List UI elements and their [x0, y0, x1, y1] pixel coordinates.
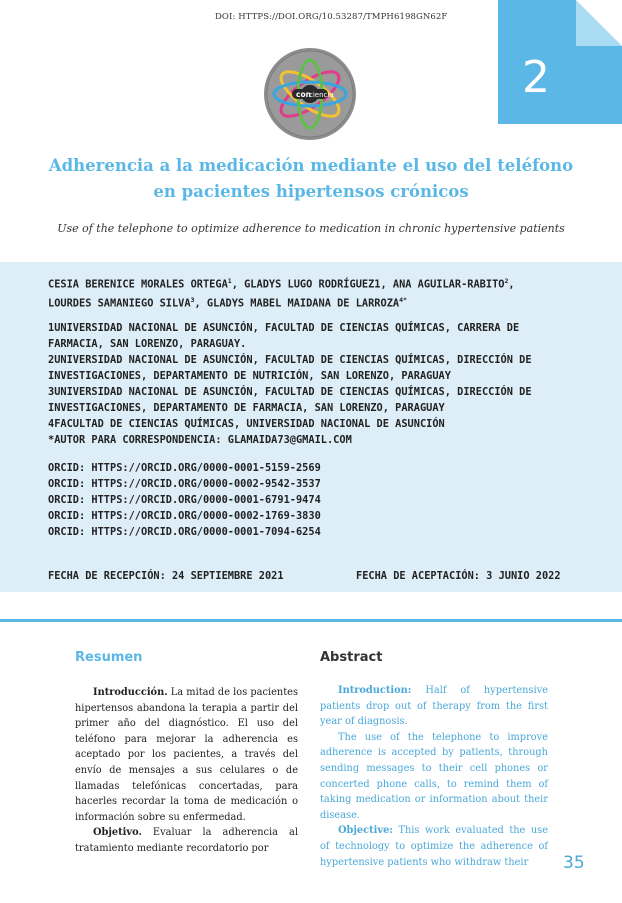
resumen-text: La mitad de los pacientes hipertensos abandona la terapia a partir del primer año del diagnóstico. El uso del teléfono para mejorar la adherencia es aceptado por los pacientes, a través del envío de mensajes a sus celulares o de llamadas telefónicas concertadas, para hacerles recordar la toma de medicación o información sobre su enfermedad.: [75, 687, 298, 823]
abstract-label-objective: Objective:: [338, 825, 393, 837]
author-sup: 2: [504, 277, 509, 285]
abstract-text: The use of the telephone to improve adherence is accepted by patients, through sending messages to their cell phones or concerted phone calls, to remind them of taking medication or information about their disease.: [320, 731, 548, 821]
orcid-link[interactable]: ORCID: HTTPS://ORCID.ORG/0000-0002-1769-3830: [48, 510, 321, 522]
author-name: CESIA BERENICE MORALES ORTEGA: [48, 278, 228, 291]
abstract-heading: Abstract: [320, 650, 383, 665]
affiliation-line: FARMACIA, SAN LORENZO, PARAGUAY.: [48, 338, 247, 350]
abstract-text: This work evaluated the use of technology to optimize the adherence of hypertensive patients who withdraw their: [320, 825, 548, 868]
page-number: 35: [563, 853, 585, 873]
affiliation-line: 4FACULTAD DE CIENCIAS QUÍMICAS, UNIVERSIDAD NACIONAL DE ASUNCIÓN: [48, 418, 445, 430]
resumen-label-objetivo: Objetivo.: [93, 827, 142, 839]
article-title: Adherencia a la medicación mediante el uso del teléfono en pacientes hipertensos crónicos: [48, 156, 574, 201]
section-divider: [0, 619, 622, 622]
resumen-body: [75, 685, 298, 857]
resumen-paragraph: [75, 825, 298, 856]
orcid-link[interactable]: ORCID: HTTPS://ORCID.ORG/0000-0002-9542-3537: [48, 478, 321, 490]
author-sup: 4*: [399, 296, 407, 305]
affiliation-line: INVESTIGACIONES, DEPARTAMENTO DE NUTRICIÓN, SAN LORENZO, PARAGUAY: [48, 370, 451, 382]
author-name: , GLADYS MABEL MAIDANA DE LARROZA: [194, 297, 400, 310]
resumen-text: Evaluar la adherencia al tratamiento mediante recordatorio por: [75, 827, 298, 854]
orcid-link[interactable]: ORCID: HTTPS://ORCID.ORG/0000-0001-6791-9474: [48, 494, 321, 506]
abstract-label-introduction: Introduction:: [338, 685, 412, 696]
affiliation-list: [48, 320, 588, 448]
abstract-paragraph: [320, 730, 548, 824]
correspondence-line: *AUTOR PARA CORRESPONDENCIA: GLAMAIDA73@GMAIL.COM: [48, 434, 352, 446]
orcid-link[interactable]: ORCID: HTTPS://ORCID.ORG/0000-0001-7094-6254: [48, 526, 321, 538]
author-list: [48, 273, 588, 312]
orcid-list: [48, 460, 588, 540]
logo-text-ciencia: ciencia: [309, 91, 334, 99]
author-sup: 1: [227, 277, 232, 285]
logo-text-con: con: [296, 90, 311, 99]
author-sep: ,: [508, 278, 515, 291]
accepted-date: FECHA DE ACEPTACIÓN: 3 JUNIO 2022: [356, 570, 561, 582]
affiliation-line: 2UNIVERSIDAD NACIONAL DE ASUNCIÓN, FACULTAD DE CIENCIAS QUÍMICAS, DIRECCIÓN DE: [48, 354, 532, 366]
abstract-body: [320, 683, 548, 870]
affiliation-line: 3UNIVERSIDAD NACIONAL DE ASUNCIÓN, FACULTAD DE CIENCIAS QUÍMICAS, DIRECCIÓN DE: [48, 386, 532, 398]
orcid-link[interactable]: ORCID: HTTPS://ORCID.ORG/0000-0001-5159-2569: [48, 462, 321, 474]
conciencia-logo: [262, 46, 358, 142]
chapter-number: 2: [522, 52, 550, 103]
article-subtitle: Use of the telephone to optimize adherence to medication in chronic hypertensive patients: [57, 222, 565, 235]
abstract-paragraph: [320, 823, 548, 870]
resumen-heading: Resumen: [75, 650, 143, 665]
abstract-paragraph: [320, 683, 548, 730]
resumen-paragraph: [75, 685, 298, 825]
abstract-text: Half of hypertensive patients drop out of therapy from the first year of diagnosis.: [320, 685, 548, 728]
chapter-badge: [498, 0, 622, 124]
doi-text: DOI: HTTPS://DOI.ORG/10.53287/TMPH6198GN62F: [215, 12, 448, 22]
resumen-label-introduccion: Introducción.: [93, 687, 168, 698]
affiliation-line: INVESTIGACIONES, DEPARTAMENTO DE FARMACIA, SAN LORENZO, PARAGUAY: [48, 402, 445, 414]
author-line-2: [48, 292, 588, 311]
author-sup: 3: [190, 296, 195, 305]
author-line-1: [48, 273, 588, 292]
page-corner-fold: [576, 0, 622, 46]
author-name: , GLADYS LUGO RODRÍGUEZ1, ANA AGUILAR-RABITO: [231, 278, 505, 291]
author-name: LOURDES SAMANIEGO SILVA: [48, 297, 191, 310]
affiliation-line: 1UNIVERSIDAD NACIONAL DE ASUNCIÓN, FACULTAD DE CIENCIAS QUÍMICAS, CARRERA DE: [48, 322, 520, 334]
received-date: FECHA DE RECEPCIÓN: 24 SEPTIEMBRE 2021: [48, 570, 284, 582]
